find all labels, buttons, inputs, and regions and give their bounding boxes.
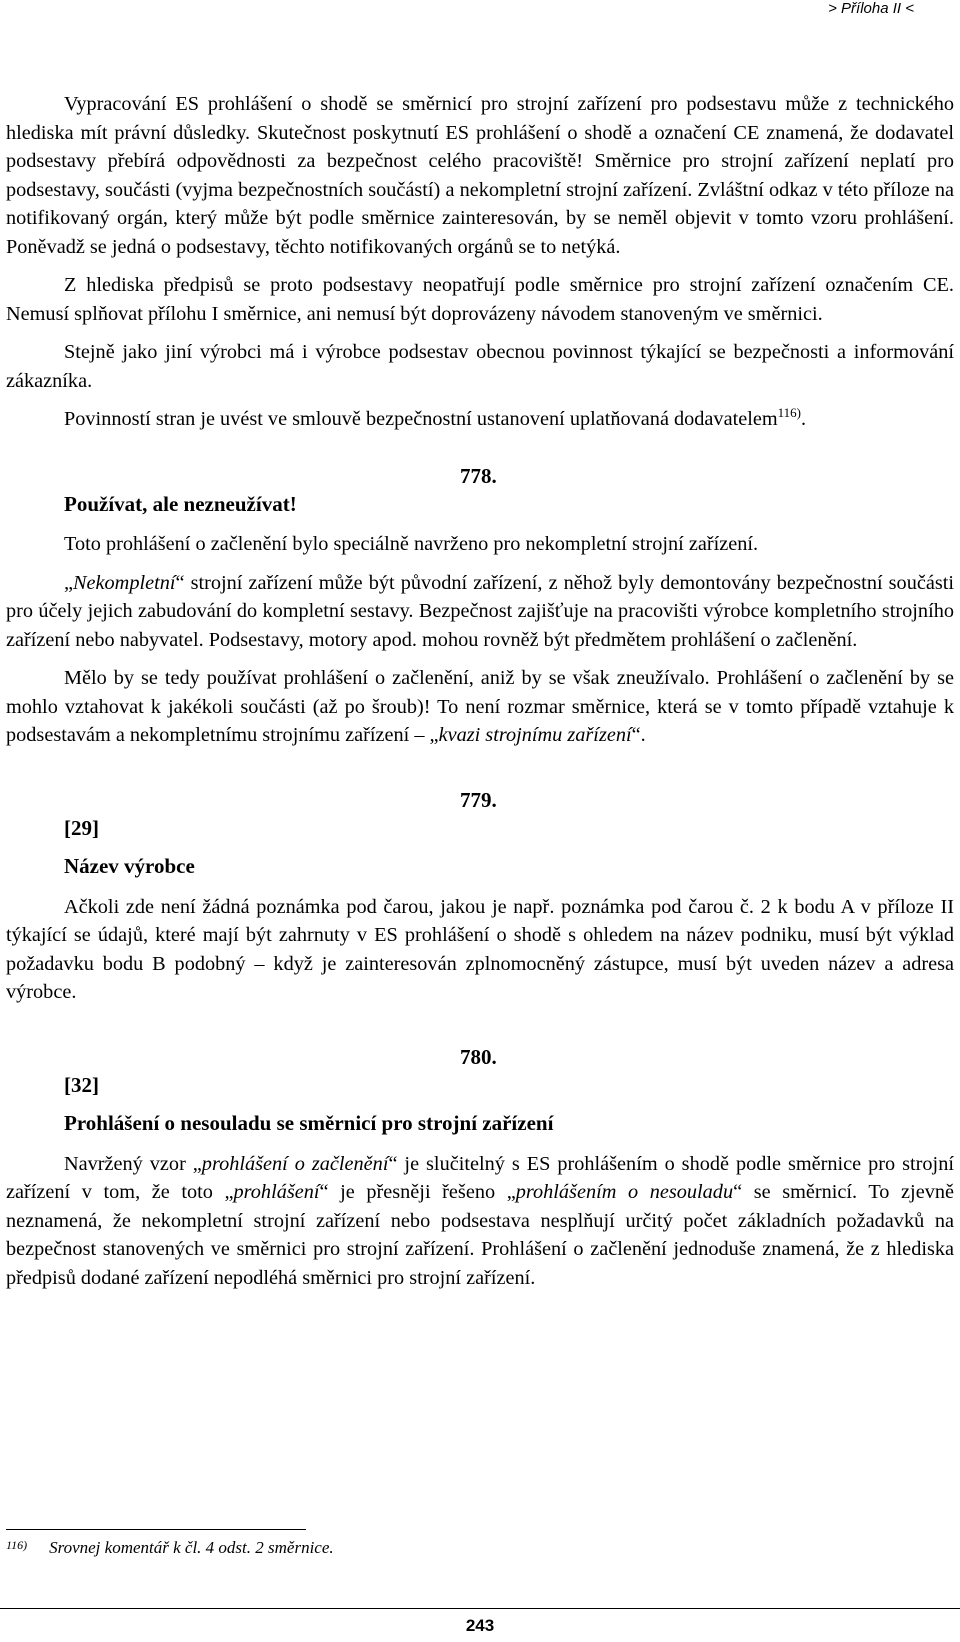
section-number-780: 780.: [460, 1044, 497, 1069]
emphasis: prohlášení: [233, 1181, 320, 1203]
footnote-mark: 116): [6, 1538, 28, 1552]
footnote-reference[interactable]: 116): [777, 405, 801, 421]
paragraph-subassembly-legal: Vypracování ES prohlášení o shodě se směrnicí pro strojní zařízení pro podsestavu může z technického hlediska mít právní důsledky. Skutečnost poskytnutí ES prohlášení o shodě a označení CE znamená, že dodavatel podsestavy přebírá odpovědnosti za bezpečnost celého pracoviště! Směrnice pro strojní zařízení neplatí pro podsestavy, součásti (vyjma bezpečnostních součástí) a nekompletní strojní zařízení. Zvláštní odkaz v této příloze na notifikovaný orgán, který může být podle směrnice zainteresován, by se neměl objevit v tomto vzoru prohlášení. Poněvadž se jedná o podsestavy, těchto notifikovaných orgánů se to netýká.: [6, 93, 954, 258]
paragraph-incomplete-machinery: [6, 569, 954, 655]
emphasis: Nekompletní: [73, 571, 176, 594]
paragraph-text: “ je přesněji řešeno „: [319, 1181, 516, 1203]
section-title-779: Název výrobce: [64, 854, 195, 878]
footnote-divider: [6, 1529, 306, 1530]
emphasis: prohlášením o nesouladu: [515, 1181, 734, 1203]
section-number-778: 778.: [460, 463, 497, 488]
footnote-text: Srovnej komentář k čl. 4 odst. 2 směrnice.: [49, 1538, 334, 1557]
paragraph-text: “ se směrnicí. To zjevně neznamená, že nekompletní strojní zařízení nebo podsestava nesplňují určitý počet základních požadavků na bezpečnost stanovených ve směrnici pro strojní zařízení. Prohlášení o začlenění jednoduše znamená, že z hlediska předpisů dodané zařízení nepodléhá směrnici pro strojní zařízení.: [6, 1181, 954, 1289]
page-number: 243: [465, 1616, 495, 1635]
punctuation: .: [801, 408, 807, 430]
section-title-780: Prohlášení o nesouladu se směrnicí pro strojní zařízení: [64, 1111, 554, 1135]
paragraph-incorporation-declaration: Toto prohlášení o začlenění bylo speciálně navrženo pro nekompletní strojní zařízení.: [64, 533, 759, 555]
quote-open: „: [64, 571, 74, 594]
quote-close: “.: [631, 724, 646, 746]
section-number-779: 779.: [460, 787, 497, 812]
section-ref-780: [32]: [64, 1072, 99, 1097]
paragraph-text: Navržený vzor „: [64, 1152, 202, 1175]
paragraph-manufacturer-duty: Stejně jako jiní výrobci má i výrobce podsestav obecnou povinnost týkající se bezpečnosti a informování zákazníka.: [6, 341, 954, 392]
paragraph-manufacturer-name: Ačkoli zde není žádná poznámka pod čarou, jakou je např. poznámka pod čarou č. 2 k bodu A v příloze II týkající se údajů, které mají být zahrnuty v ES prohlášení o shodě s ohledem na název podniku, musí být výklad požadavku bodu B podobný – když je zainteresován zplnomocněný zástupce, musí být uveden název a adresa výrobce.: [6, 895, 954, 1003]
paragraph-nonconformity: [6, 1150, 954, 1293]
section-ref-779: [29]: [64, 815, 99, 840]
paragraph-use-not-abuse: [6, 664, 954, 750]
paragraph-text: Povinností stran je uvést ve smlouvě bezpečnostní ustanovení uplatňovaná dodavatelem: [64, 408, 778, 430]
paragraph-text: “ je slučitelný s ES prohlášením o shodě podle směrnice pro strojní zařízení v tom, že toto „: [6, 1152, 954, 1203]
paragraph-contract-obligation: [6, 405, 954, 434]
running-header: > Příloha II <: [828, 0, 914, 17]
emphasis: prohlášení o začlenění: [201, 1152, 389, 1175]
footnote: [6, 1538, 334, 1558]
section-title-778: Používat, ale nezneužívat!: [64, 491, 297, 516]
emphasis: kvazi strojnímu zařízení: [438, 724, 632, 746]
paragraph-ce-marking: Z hlediska předpisů se proto podsestavy neopatřují podle směrnice pro strojní zařízení označením CE. Nemusí splňovat přílohu I směrnice, ani nemusí být doprovázeny návodem stanoveným ve směrnici.: [6, 274, 954, 325]
paragraph-text: “ strojní zařízení může být původní zařízení, z něhož byly demontovány bezpečnostní součásti pro účely jejich zabudování do kompletní sestavy. Bezpečnost zajišťuje na pracovišti výrobce kompletního strojního zařízení nebo nabyvatel. Podsestavy, motory apod. mohou rovněž být předmětem prohlášení o začlenění.: [6, 571, 954, 651]
document-body: [6, 90, 954, 1302]
footer-divider: [0, 1608, 960, 1609]
paragraph-text: Mělo by se tedy používat prohlášení o začlenění, aniž by se však zneužívalo. Prohlášení o začlenění by se mohlo vztahovat k jakékoli součásti (až po šroub)! To není rozmar směrnice, která se v tomto případě vztahuje k podsestavám a nekompletnímu strojnímu zařízení – „: [6, 667, 954, 746]
